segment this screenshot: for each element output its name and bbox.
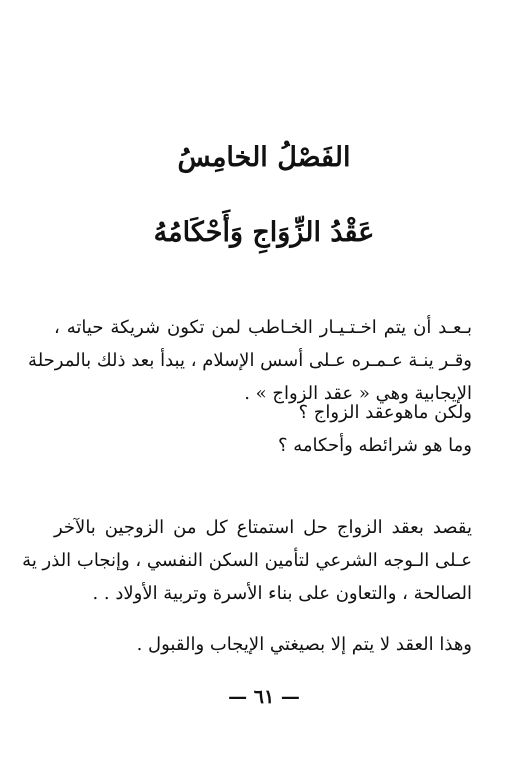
paragraph-definition [22,511,472,610]
chapter-subtitle: عَقْدُ الزِّوَاجِ وَأَحْكَامُهُ [153,217,375,248]
paragraph-questions [54,396,472,462]
paragraph-line: وقـر ينـة عـمـره عـلى أسس الإسلام ، يبدأ بعد ذلك بالمرحلة [28,350,472,371]
paragraph-line: الإيجابية وهي « عقد الزواج » . [244,383,472,404]
paragraph-line: وما هو شرائطه وأحكامه ؟ [277,435,472,456]
chapter-title: الفَصْلُ الخامِسُ [177,142,351,173]
paragraph-line: الصالحة ، والتعاون على بناء الأسرة وتربية الأولاد . . [92,583,472,604]
paragraph-line: يقصد بعقد الزواج حل استمتاع كل من الزوجين بالآخر [54,517,472,538]
paragraph-line: ولكن ماهوعقد الزواج ؟ [298,402,472,423]
paragraph-conditions [54,628,472,661]
paragraph-line: عـلى الـوجه الشرعي لتأمين السكن النفسي ، وإنجاب الذر ية [22,550,472,571]
page-number: — ٦١ — [228,686,300,708]
paragraph-line: وهذا العقد لا يتم إلا بصيغتي الإيجاب والقبول . [136,634,472,655]
paragraph-line: بـعـد أن يتم اخـتـيـار الخـاطب لمن تكون شريكة حياته ، [54,317,472,338]
